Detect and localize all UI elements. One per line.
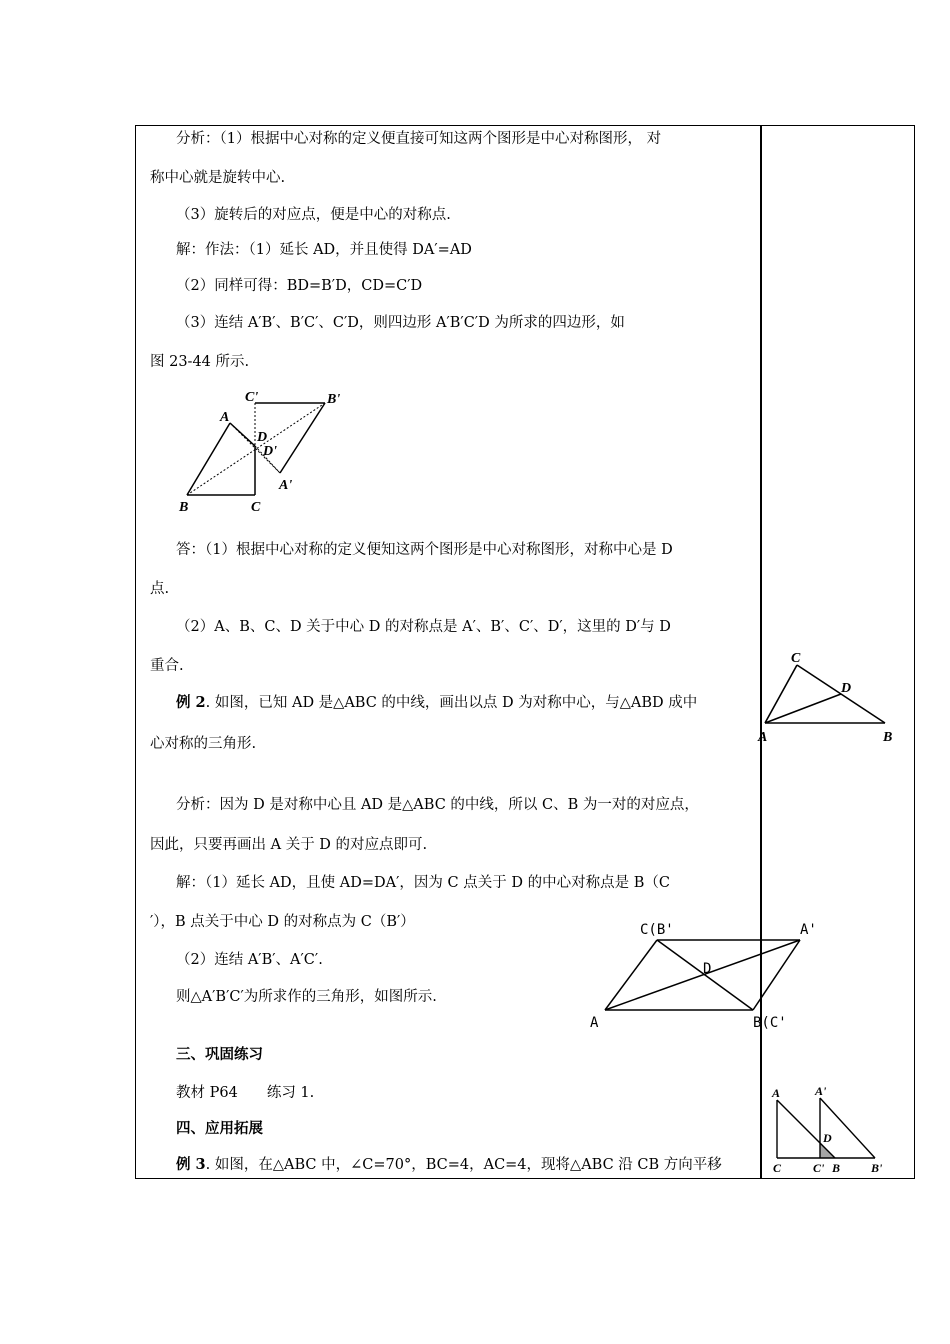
text-line: （3）连结 A′B′、B′C′、C′D，则四边形 A′B′C′D 为所求的四边形，如 — [176, 315, 625, 331]
label-C: C — [251, 500, 261, 515]
text-line: 因此，只要再画出 A 关于 D 的对应点即可. — [150, 837, 428, 853]
label-A-prime: A' — [815, 1084, 827, 1098]
label-B: B — [179, 500, 189, 515]
text-line: 答：（1）根据中心对称的定义便知这两个图形是中心对称图形，对称中心是 D — [176, 542, 673, 558]
text-line: （2）A、B、C、D 关于中心 D 的对称点是 A′、B′、C′、D′，这里的 D′与 D — [176, 619, 671, 635]
label-D: D — [823, 1131, 832, 1145]
text-line: ′），B 点关于中心 D 的对称点为 C（B′） — [150, 914, 415, 930]
label-A: A — [772, 1086, 781, 1100]
figure-parallelogram — [585, 915, 825, 1035]
text-line: 分析：（1）根据中心对称的定义便直接可知这两个图形是中心对称图形， 对 — [176, 131, 662, 147]
figure-quadrilateral-rotation — [175, 383, 355, 518]
example-label: 例 3 — [176, 1156, 206, 1173]
label-A-prime: A' — [279, 478, 293, 493]
figure-triangle-median — [755, 645, 905, 745]
text-line: 解：作法：（1）延长 AD，并且使得 DA′=AD — [176, 242, 472, 258]
label-A-prime: A' — [800, 922, 817, 938]
label-D: D — [257, 430, 268, 445]
label-C-prime: C' — [245, 390, 259, 405]
label-B: B — [832, 1161, 841, 1175]
text-line: 重合. — [150, 658, 184, 674]
section-heading: 三、巩固练习 — [176, 1046, 263, 1063]
text-line: 则△A′B′C′为所求作的三角形，如图所示. — [176, 989, 437, 1005]
example-label: 例 2 — [176, 694, 206, 711]
label-C: C — [791, 651, 801, 666]
text-line: 解：（1）延长 AD，且使 AD=DA′，因为 C 点关于 D 的中心对称点是 B（C — [176, 875, 670, 891]
label-B-Cprime: B(C' — [753, 1015, 787, 1031]
text-span: . 如图，已知 AD 是△ABC 的中线，画出以点 D 为对称中心，与△ABD 成中 — [205, 695, 698, 711]
text-line: （2）同样可得：BD=B′D，CD=C′D — [176, 278, 423, 294]
label-B-prime: B' — [871, 1161, 883, 1175]
label-A: A — [590, 1015, 599, 1031]
label-D: D — [703, 961, 712, 977]
label-B-prime: B' — [327, 392, 341, 407]
label-D-prime: D' — [263, 444, 277, 459]
label-A: A — [758, 730, 768, 745]
text-line: 点. — [150, 581, 170, 597]
label-C: C — [773, 1161, 782, 1175]
label-A: A — [220, 410, 230, 425]
text-line — [176, 1155, 722, 1175]
label-B: B — [883, 730, 893, 745]
text-span: . 如图，在△ABC 中，∠C=70°，BC=4，AC=4，现将△ABC 沿 CB 方向平移 — [205, 1157, 722, 1173]
figure-translated-triangles — [765, 1080, 895, 1175]
label-D: D — [841, 681, 852, 696]
text-line — [176, 693, 697, 713]
text-line: 称中心就是旋转中心. — [150, 170, 286, 186]
text-line: 图 23-44 所示. — [150, 354, 250, 370]
section-heading: 四、应用拓展 — [176, 1120, 263, 1137]
label-C-Bprime: C(B' — [640, 922, 674, 938]
label-C-prime: C' — [813, 1161, 825, 1175]
text-line: 教材 P64 练习 1. — [176, 1085, 315, 1101]
text-line: （2）连结 A′B′、A′C′. — [176, 952, 323, 968]
text-line: 分析：因为 D 是对称中心且 AD 是△ABC 的中线，所以 C、B 为一对的对应点， — [176, 797, 699, 813]
text-line: 心对称的三角形. — [150, 736, 257, 752]
text-line: （3）旋转后的对应点，便是中心的对称点. — [176, 207, 451, 223]
